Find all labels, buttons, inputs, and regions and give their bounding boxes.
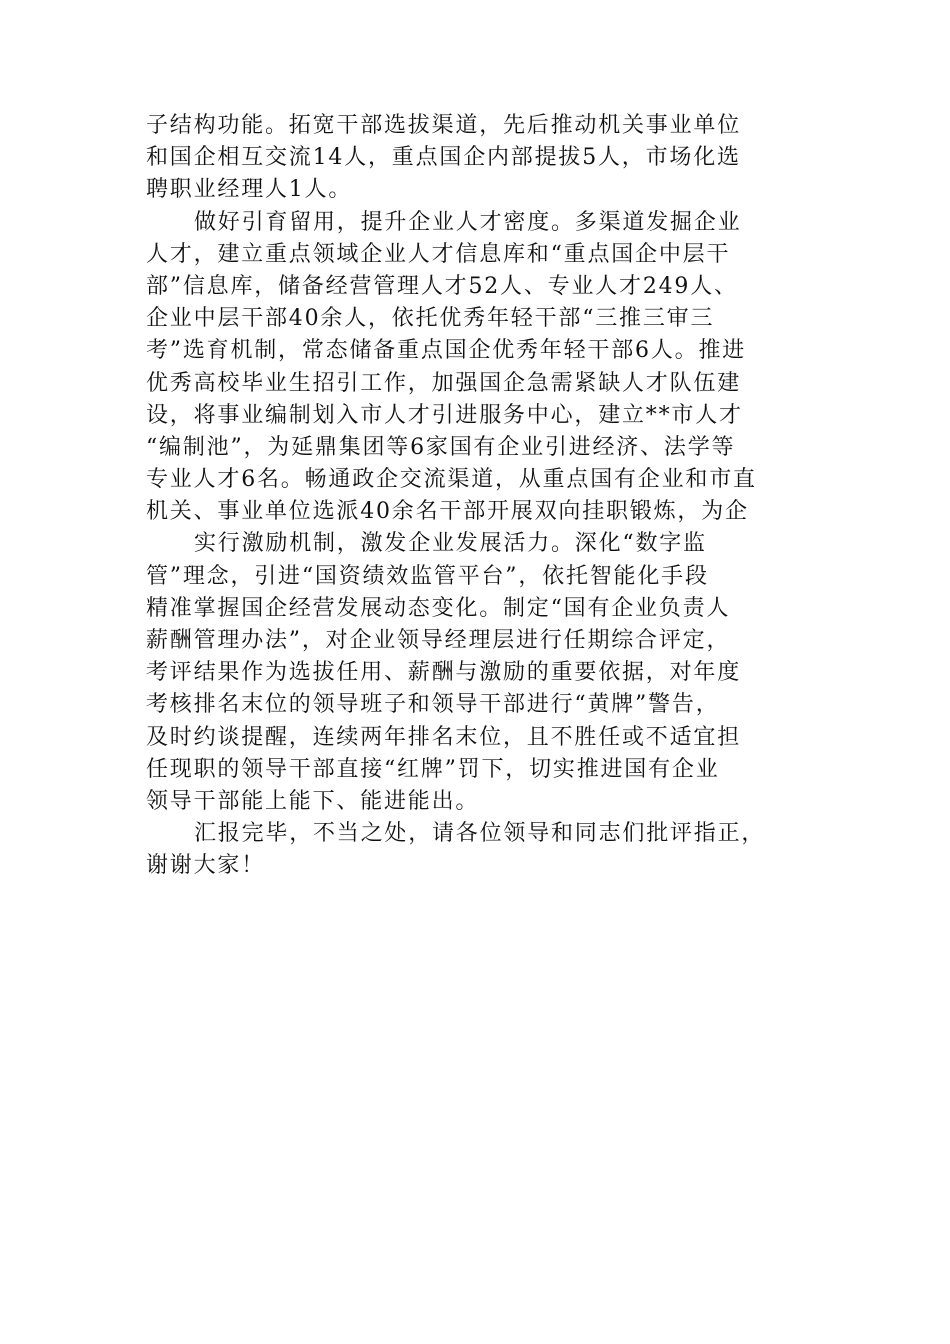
text-line: 设，将事业编制划入市人才引进服务中心，建立**市人才 xyxy=(146,402,743,428)
text-line: 和国企相互交流14人，重点国企内部提拔5人，市场化选 xyxy=(146,145,741,171)
text-line: 考”选育机制，常态储备重点国企优秀年轻干部6人。推进 xyxy=(146,338,747,364)
text-line: 人才，建立重点领域企业人才信息库和“重点国企中层干 xyxy=(146,241,731,267)
text-line: 任现职的领导干部直接“红牌”罚下，切实推进国有企业 xyxy=(146,756,720,782)
text-line: 部”信息库，储备经营管理人才52人、专业人才249人、 xyxy=(146,273,738,299)
text-line: 子结构功能。拓宽干部选拔渠道，先后推动机关事业单位 xyxy=(146,113,742,138)
text-line: “编制池”，为延鼎集团等6家国有企业引进经济、法学等 xyxy=(146,434,736,460)
text-line: 考核排名末位的领导班子和领导干部进行“黄牌”警告， xyxy=(146,692,720,718)
paragraph-closing xyxy=(146,818,806,882)
text-line: 专业人才6名。畅通政企交流渠道，从重点国有企业和市直 xyxy=(146,467,757,493)
document-body xyxy=(146,110,806,883)
text-line: 实行激励机制，激发企业发展活力。深化“数字监 xyxy=(194,531,707,557)
text-line: 做好引育留用，提升企业人才密度。多渠道发掘企业 xyxy=(194,209,742,235)
text-line: 机关、事业单位选派40余名干部开展双向挂职锻炼，为企 xyxy=(146,499,749,525)
text-line: 汇报完毕，不当之处，请各位领导和同志们批评指正， xyxy=(194,821,766,847)
text-line: 精准掌握国企经营发展动态变化。制定“国有企业负责人 xyxy=(146,595,731,621)
paragraph-talent-development xyxy=(146,207,806,529)
text-line: 薪酬管理办法”，对企业领导经理层进行任期综合评定， xyxy=(146,628,731,653)
text-line: 谢谢大家！ xyxy=(146,853,266,879)
paragraph-incentive-mechanism xyxy=(146,528,806,818)
text-line: 考评结果作为选拔任用、薪酬与激励的重要依据，对年度 xyxy=(146,660,742,686)
text-line: 优秀高校毕业生招引工作，加强国企急需紧缺人才队伍建 xyxy=(146,370,742,396)
text-line: 及时约谈提醒，连续两年排名末位，且不胜任或不适宜担 xyxy=(146,724,742,750)
text-line: 聘职业经理人1人。 xyxy=(146,177,353,203)
text-line: 管”理念，引进“国资绩效监管平台”，依托智能化手段 xyxy=(146,563,709,589)
paragraph-cadre-selection xyxy=(146,110,806,207)
text-line: 领导干部能上能下、能进能出。 xyxy=(146,788,480,814)
text-line: 企业中层干部40余人，依托优秀年轻干部“三推三审三 xyxy=(146,306,715,332)
